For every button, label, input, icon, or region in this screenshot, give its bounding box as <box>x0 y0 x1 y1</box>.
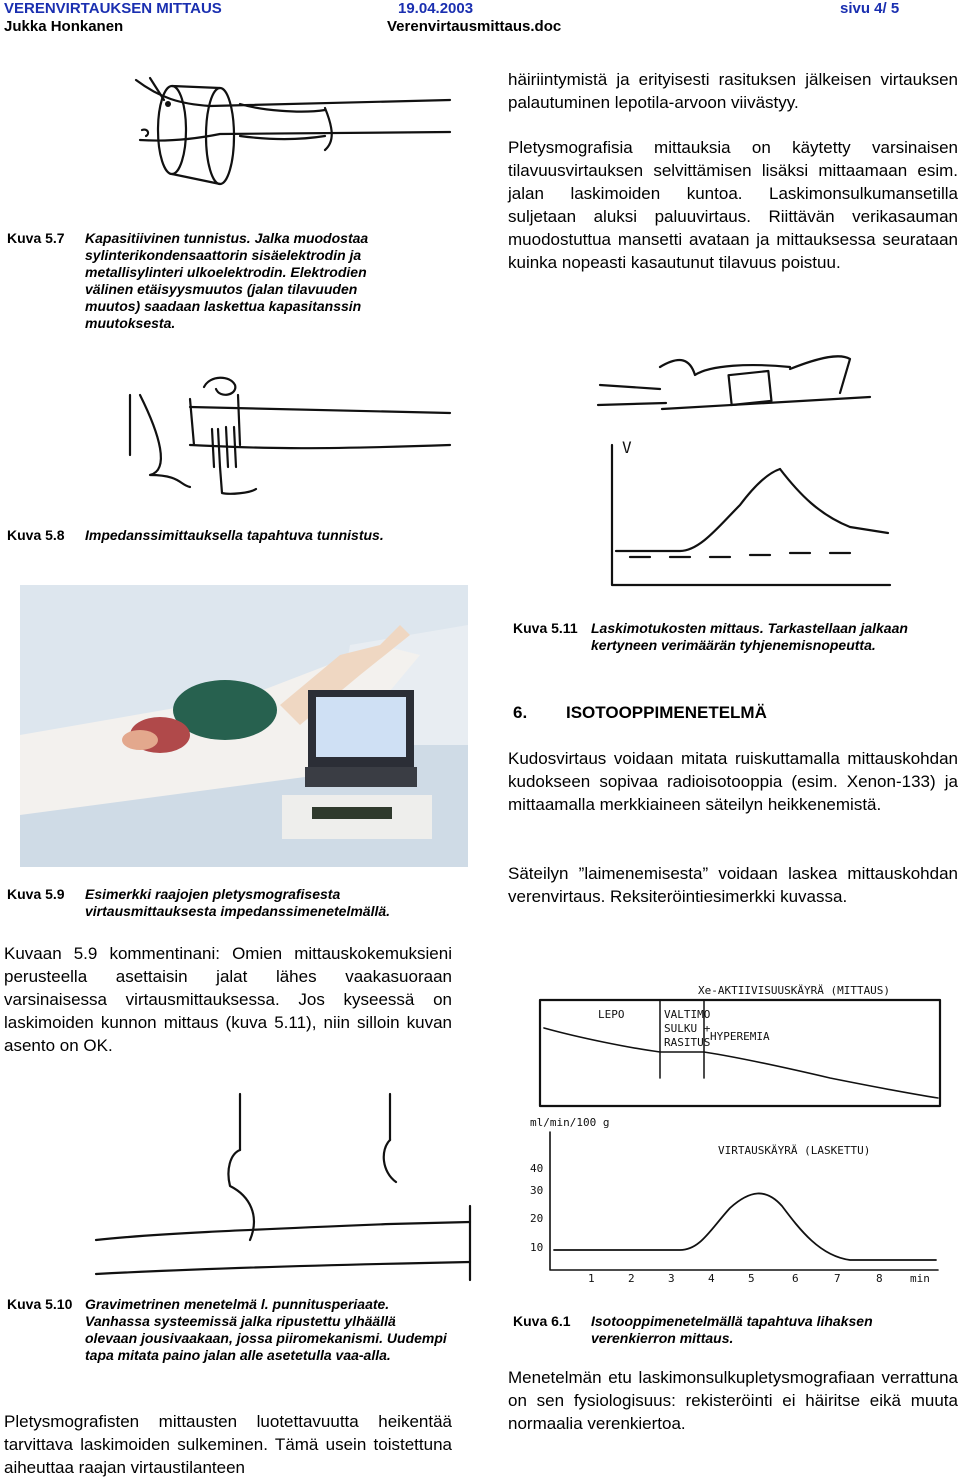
flow-unit: ml/min/100 g <box>530 1116 610 1129</box>
fig59-label: Kuva 5.9 <box>7 886 65 902</box>
fig59-comment: Kuvaan 5.9 kommentinani: Omien mittauskokemuksieni perusteella asettaisin jalat lähes vaakasuoraan varsinaisessa virtausmittauksessa. Jos kyseessä on laskimoiden kunnon mittaus (kuva 5.11), niin silloin kuvan asento on OK. <box>4 944 452 1055</box>
fig57-caption <box>7 230 397 332</box>
gravimetric-sketch <box>90 1090 490 1280</box>
phase-rest: LEPO <box>598 1008 625 1021</box>
flow-x-ticks <box>588 1272 930 1285</box>
doc-author: Jukka Honkanen <box>4 18 124 35</box>
isotope-paragraph-1: Kudosvirtaus voidaan mitata ruiskuttamalla mittauskohdan kudokseen sopivaa radioisotooppia (esim. Xenon-133) ja mittaamalla merkkiaineen säteilyn heikkenemistä. <box>508 749 958 814</box>
fig510-label: Kuva 5.10 <box>7 1296 73 1312</box>
section-title: ISOTOOPPIMENETELMÄ <box>566 703 767 722</box>
plethysmography-paragraph: Pletysmografisia mittauksia on käytetty varsinaisen tilavuusvirtauksen selvittämisen lisäksi mittaamaan esim. jalan laskimoiden kuntoa. Laskimonsulkumansetilla suljetaan aluksi paluuvirtaus. Riittävän verikasauman muodostuttua mansetti avataan ja mittauksessa seurataan kuinka nopeasti kasautunut tilavuus poistuu. <box>508 138 958 272</box>
x-tick-7: 7 <box>834 1272 841 1285</box>
doc-title: VERENVIRTAUKSEN MITTAUS <box>4 0 222 17</box>
x-tick-4: 4 <box>708 1272 715 1285</box>
reliability-paragraph: Pletysmografisten mittausten luotettavuutta heikentää tarvittava laskimoiden sulkeminen. Tämä usein toistettuna aiheuttaa raajan virtaustilanteen <box>4 1412 452 1477</box>
y-tick-20: 20 <box>530 1212 544 1225</box>
doc-filename: Verenvirtausmittaus.doc <box>387 18 562 35</box>
fig58-text: Impedanssimittauksella tapahtuva tunnistus. <box>85 527 384 543</box>
fig59-caption <box>7 886 447 920</box>
impedance-sensor-sketch <box>120 375 450 515</box>
phase-hyperemia: HYPEREMIA <box>710 1030 770 1043</box>
fig510-caption <box>7 1296 447 1364</box>
fig510-text: Gravimetrinen menetelmä l. punnitusperiaate. Vanhassa systeemissä jalka ripustettu ylhäällä olevaan jousivaakaan, jossa piiromekanismi. Uudempi tapa mitata paino jalan alle asetetulla vaa-alla. <box>85 1296 447 1363</box>
continuation-paragraph: häiriintymistä ja erityisesti rasituksen jälkeisen virtauksen palautuminen lepotila-arvoon viivästyy. <box>508 70 958 112</box>
y-tick-40: 40 <box>530 1162 544 1175</box>
fig61-label: Kuva 6.1 <box>513 1313 571 1329</box>
fig511-caption <box>513 620 958 654</box>
flow-y-ticks <box>530 1162 543 1254</box>
xe-curve-title: Xe-AKTIIVISUUSKÄYRÄ (MITTAUS) <box>698 984 891 997</box>
x-tick-1: 1 <box>588 1272 595 1285</box>
xenon-activity-chart <box>530 968 950 1288</box>
volume-axis-label: V <box>622 438 632 457</box>
x-tick-5: 5 <box>748 1272 755 1285</box>
fig58-label: Kuva 5.8 <box>7 527 65 543</box>
capacitive-sensor-sketch <box>120 70 470 220</box>
venous-occlusion-sketch <box>570 345 900 595</box>
y-tick-10: 10 <box>530 1241 544 1254</box>
phase-occlusion-l1: VALTIMO <box>664 1008 711 1021</box>
fig511-label: Kuva 5.11 <box>513 620 578 636</box>
doc-date: 19.04.2003 <box>398 0 474 17</box>
plethysmography-photo <box>20 585 468 867</box>
phase-occlusion-l3: RASITUS <box>664 1036 711 1049</box>
fig57-label: Kuva 5.7 <box>7 230 65 246</box>
conclusion-paragraph: Menetelmän etu laskimonsulkupletysmografiaan verrattuna on sen fysiologisuus: rekisteröinti ei häiritse eikä muuta normaalia verenkiertoa. <box>508 1368 958 1433</box>
x-tick-2: 2 <box>628 1272 635 1285</box>
section-number: 6. <box>513 703 528 722</box>
fig61-text: Isotooppimenetelmällä tapahtuva lihaksen verenkierron mittaus. <box>591 1313 873 1346</box>
y-tick-30: 30 <box>530 1184 544 1197</box>
fig59-text: Esimerkki raajojen pletysmografisesta virtausmittauksesta impedanssimenetelmällä. <box>85 886 391 919</box>
x-tick-6: 6 <box>792 1272 799 1285</box>
isotope-paragraph-2: Säteilyn ”laimenemisesta” voidaan laskea mittauskohdan verenvirtaus. Reksiteröintiesimerkki kuvassa. <box>508 864 958 906</box>
x-tick-8: 8 <box>876 1272 883 1285</box>
x-unit: min <box>910 1272 930 1285</box>
fig58-caption <box>7 527 447 544</box>
phase-occlusion-l2: SULKU + <box>664 1022 711 1035</box>
x-tick-3: 3 <box>668 1272 675 1285</box>
page-number: sivu 4/ 5 <box>840 0 900 17</box>
fig57-text: Kapasitiivinen tunnistus. Jalka muodostaa sylinterikondensaattorin sisäelektrodin ja metallisylinteri ulkoelektrodin. Elektrodien välinen etäisyysmuutos (jalan tilavuuden muutos) saadaan laskettua kapasitanssin muutoksesta. <box>85 230 369 331</box>
fig511-text: Laskimotukosten mittaus. Tarkastellaan jalkaan kertyneen verimäärän tyhjenemisnopeutta. <box>591 620 908 653</box>
flow-curve-title: VIRTAUSKÄYRÄ (LASKETTU) <box>718 1144 871 1157</box>
fig61-caption <box>513 1313 933 1347</box>
